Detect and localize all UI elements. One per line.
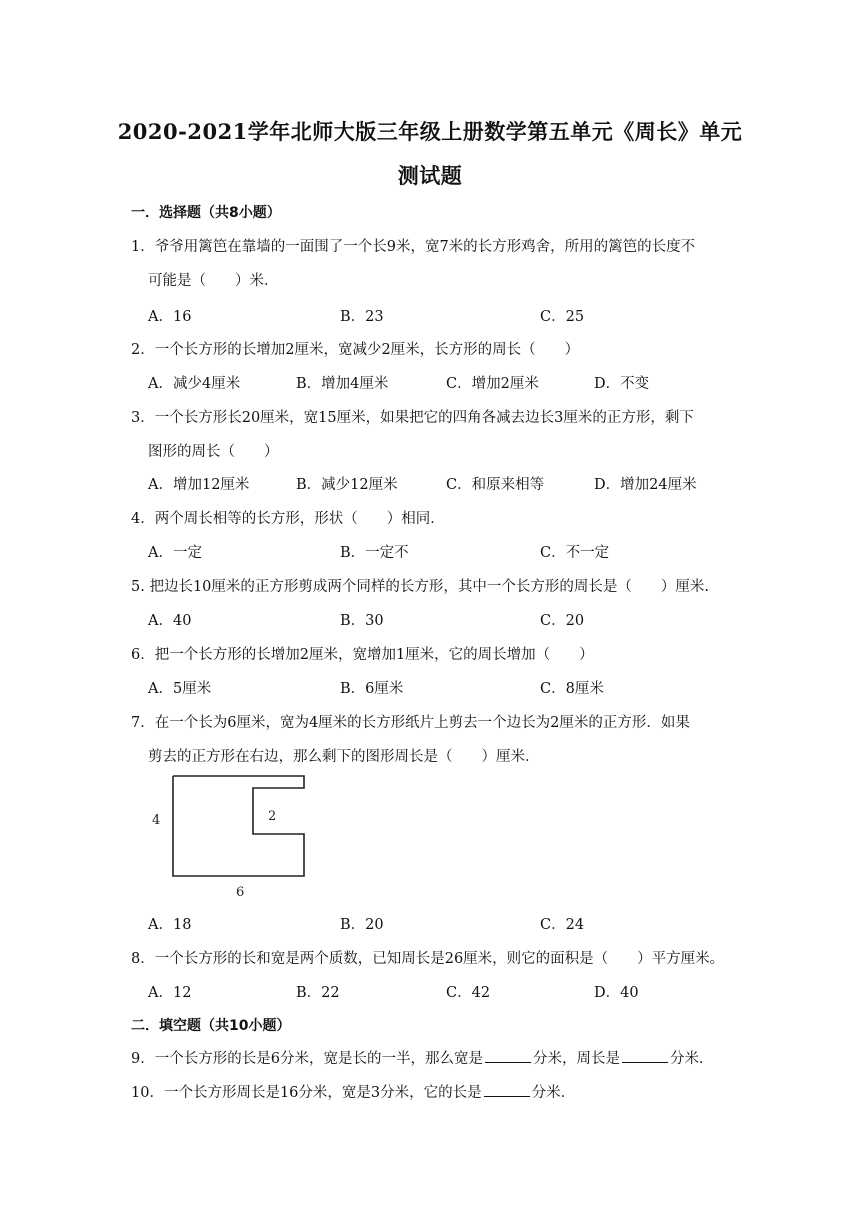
q2-option-c[interactable]: C．增加2厘米 [446, 376, 539, 392]
q8-option-a[interactable]: A．12 [148, 985, 192, 1001]
q2-option-b[interactable]: B．增加4厘米 [296, 376, 389, 392]
q6-text-line1: 6．把一个长方形的长增加2厘米，宽增加1厘米，它的周长增加（ ） [131, 647, 594, 663]
q7-option-a[interactable]: A．18 [148, 917, 192, 933]
q3-text-line2: 图形的周长（ ） [148, 444, 279, 460]
q7-label-height: 4 [152, 813, 161, 828]
q6-option-a[interactable]: A．5厘米 [148, 681, 212, 697]
q6-option-b[interactable]: B．6厘米 [340, 681, 404, 697]
q1-option-b[interactable]: B．23 [340, 309, 384, 325]
q7-text-line1: 7．在一个长为6厘米，宽为4厘米的长方形纸片上剪去一个边长为2厘米的正方形．如果 [131, 715, 690, 731]
q9-text-part3: 分米． [669, 1051, 714, 1067]
q7-label-width: 6 [236, 885, 245, 900]
q7-label-notch: 2 [268, 809, 277, 824]
q8-text-line1: 8．一个长方形的长和宽是两个质数，已知周长是26厘米，则它的面积是（ ）平方厘米。 [131, 951, 725, 967]
q9-blank-width[interactable] [485, 1050, 531, 1063]
q2-option-a[interactable]: A．减少4厘米 [148, 376, 241, 392]
q3-option-b[interactable]: B．减少12厘米 [296, 477, 398, 493]
q4-text-line1: 4．两个周长相等的长方形，形状（ ）相同． [131, 511, 445, 527]
q4-option-c[interactable]: C．不一定 [540, 545, 610, 561]
q8-option-d[interactable]: D．40 [594, 985, 639, 1001]
q10-blank-length[interactable] [484, 1084, 530, 1097]
q1-text-line1: 1．爷爷用篱笆在靠墙的一面围了一个长9米，宽7米的长方形鸡舍，所用的篱笆的长度不 [131, 239, 696, 255]
q2-text-line1: 2．一个长方形的长增加2厘米，宽减少2厘米，长方形的周长（ ） [131, 342, 580, 358]
q3-option-c[interactable]: C．和原来相等 [446, 477, 545, 493]
title-line-2: 测试题 [397, 163, 463, 188]
q6-option-c[interactable]: C．8厘米 [540, 681, 604, 697]
q5-option-a[interactable]: A．40 [148, 613, 192, 629]
q9-blank-perimeter[interactable] [622, 1050, 668, 1063]
q9-text-part2: 分米，周长是 [532, 1051, 620, 1067]
q1-option-c[interactable]: C．25 [540, 309, 585, 325]
q10-text-part2: 分米． [531, 1085, 576, 1101]
q5-option-b[interactable]: B．30 [340, 613, 384, 629]
q8-option-b[interactable]: B．22 [296, 985, 340, 1001]
q5-option-c[interactable]: C．20 [540, 613, 585, 629]
q8-option-c[interactable]: C．42 [446, 985, 491, 1001]
q4-option-a[interactable]: A．一定 [148, 545, 202, 561]
q9-text-part1: 9．一个长方形的长是6分米，宽是长的一半，那么宽是 [131, 1051, 483, 1067]
q3-option-d[interactable]: D．增加24厘米 [594, 477, 697, 493]
q3-option-a[interactable]: A．增加12厘米 [148, 477, 250, 493]
q7-figure [148, 768, 318, 903]
q1-option-a[interactable]: A．16 [148, 309, 192, 325]
q1-text-line2: 可能是（ ）米． [148, 273, 279, 289]
q9-text [131, 1047, 713, 1068]
q7-option-c[interactable]: C．24 [540, 917, 585, 933]
q4-option-b[interactable]: B．一定不 [340, 545, 409, 561]
section-fill-heading: 二．填空题（共10小题） [131, 1018, 291, 1034]
section-choice-heading: 一．选择题（共8小题） [131, 205, 281, 221]
q3-text-line1: 3．一个长方形长20厘米，宽15厘米，如果把它的四角各减去边长3厘米的正方形，剩下 [131, 410, 694, 426]
q7-figure-outline [173, 776, 304, 876]
q10-text-part1: 10．一个长方形周长是16分米，宽是3分米，它的长是 [131, 1085, 482, 1101]
q2-option-d[interactable]: D．不变 [594, 376, 650, 392]
title-line-1: 2020-2021学年北师大版三年级上册数学第五单元《周长》单元 [117, 119, 743, 144]
q7-option-b[interactable]: B．20 [340, 917, 384, 933]
q10-text [131, 1081, 575, 1102]
q5-text-line1: 5. 把边长10厘米的正方形剪成两个同样的长方形，其中一个长方形的周长是（ ）厘米. [131, 579, 709, 595]
q7-text-line2: 剪去的正方形在右边，那么剩下的图形周长是（ ）厘米． [148, 749, 540, 765]
